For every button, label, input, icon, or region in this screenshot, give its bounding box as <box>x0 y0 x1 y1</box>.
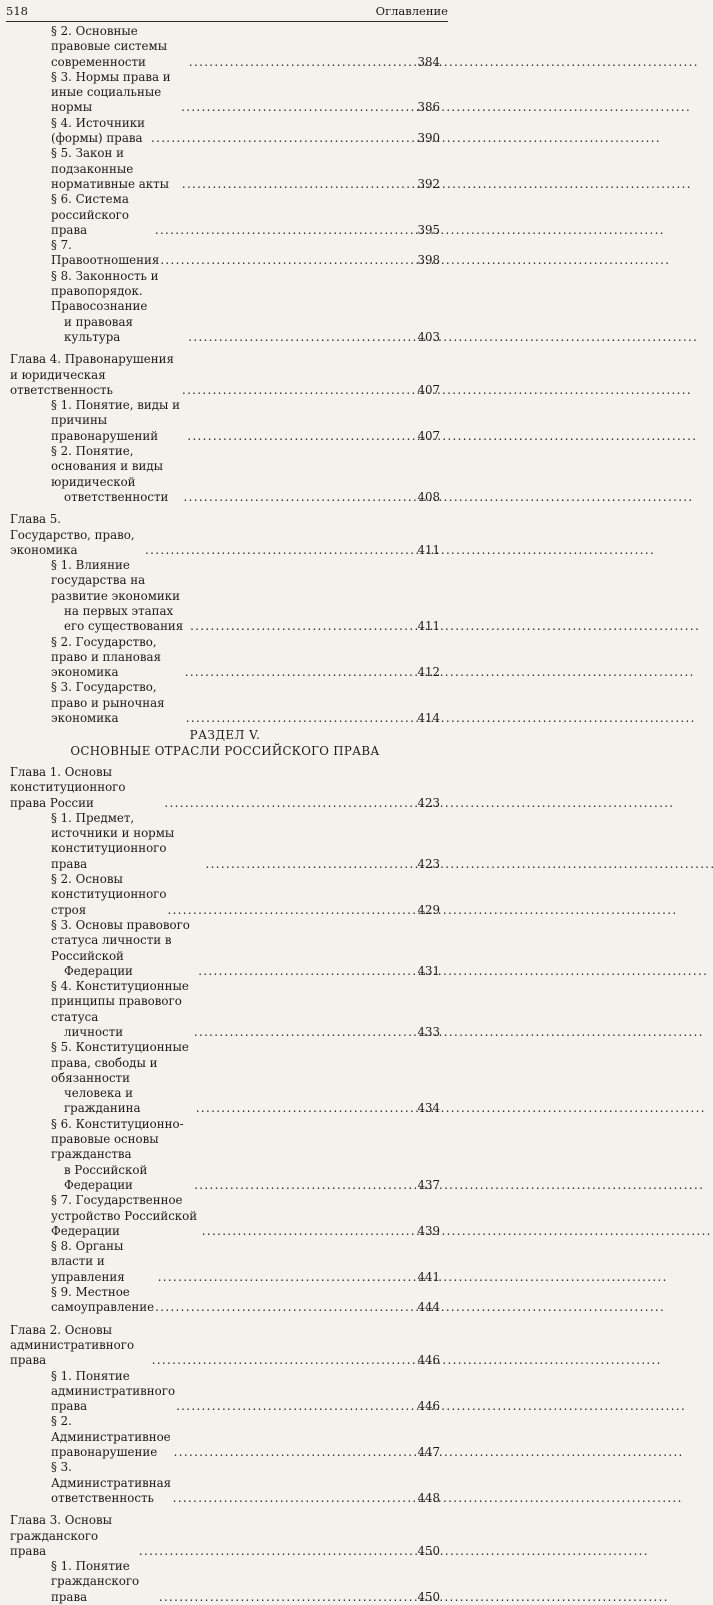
toc-entry-title: § 5. Конституционные права, свободы и обязанности <box>51 1040 189 1085</box>
toc-section-entry[interactable] <box>10 872 440 918</box>
toc-entry-title: ответственности <box>64 489 169 504</box>
toc-entry-title: в Российской Федерации <box>64 1162 148 1192</box>
toc-entry-title: Глава 5. Государство, право, экономика <box>10 512 135 557</box>
toc-page-number: 434 <box>417 1101 440 1116</box>
toc-entry-title: § 4. Конституционные принципы правового статуса <box>51 979 189 1024</box>
toc-entry-title: § 3. Основы правового статуса личности в Российской <box>51 917 190 963</box>
toc-entry-title: § 1. Понятие административного права <box>51 1368 176 1414</box>
toc-entry-title: § 7. Государственное устройство Российской Федерации <box>51 1193 198 1238</box>
dot-leader <box>151 131 416 146</box>
dot-leader <box>176 1399 416 1414</box>
toc-entry-title: § 2. Основные правовые системы современности <box>51 24 168 69</box>
part-title: ОСНОВНЫЕ ОТРАСЛИ РОССИЙСКОГО ПРАВА <box>70 743 380 758</box>
part-number: РАЗДЕЛ V. <box>189 728 261 743</box>
dot-leader <box>158 1270 417 1285</box>
toc-entry-title: § 1. Влияние государства на развитие экономики <box>51 558 180 603</box>
toc-entry-title: § 8. Законность и правопорядок. Правосознание <box>51 268 159 314</box>
toc-page-number: 431 <box>417 963 440 978</box>
dot-leader <box>206 857 417 872</box>
dot-leader <box>155 223 417 238</box>
toc-section-entry[interactable] <box>10 680 440 726</box>
dot-leader <box>188 330 416 345</box>
toc-section-entry[interactable] <box>10 1559 440 1605</box>
toc-page-number: 384 <box>417 54 440 69</box>
toc-page-number: 407 <box>417 428 440 443</box>
toc-entry-title: § 3. Государство, право и рыночная экономика <box>51 680 165 726</box>
dot-leader <box>194 1025 417 1040</box>
toc-entry-title: § 2. Понятие, основания и виды юридической <box>51 444 164 489</box>
toc-page-number: 446 <box>417 1399 440 1414</box>
toc-entry-title: § 9. Местное самоуправление <box>51 1285 155 1315</box>
toc-entry-title: Глава 3. Основы гражданского права <box>10 1513 113 1558</box>
toc-section-entry[interactable] <box>10 1460 440 1506</box>
toc-entry-title: § 2. Государство, право и плановая экономика <box>51 634 162 680</box>
toc-entry-title: § 6. Система российского права <box>51 192 129 237</box>
toc-entry-title: § 8. Органы власти и управления <box>51 1239 125 1284</box>
toc-section-entry[interactable] <box>10 811 440 872</box>
toc-page-number: 412 <box>417 665 440 680</box>
dot-leader <box>202 1224 417 1239</box>
toc-page-number: 386 <box>417 100 440 115</box>
toc-section-entry[interactable] <box>10 1040 440 1116</box>
toc-page-number: 403 <box>417 329 440 344</box>
part-heading <box>10 728 440 759</box>
toc-section-entry[interactable] <box>10 444 440 505</box>
dot-leader <box>145 543 416 558</box>
toc-section-entry[interactable] <box>10 24 440 70</box>
toc-entry-title: § 7. Правоотношения <box>51 238 160 268</box>
toc-section-entry[interactable] <box>10 146 440 192</box>
toc-section-entry[interactable] <box>10 1414 440 1460</box>
dot-leader <box>190 619 416 634</box>
toc-page-number: 408 <box>417 489 440 504</box>
page-header <box>6 3 448 22</box>
toc-section-entry[interactable] <box>10 1193 440 1239</box>
toc-section-entry[interactable] <box>10 1285 440 1316</box>
toc-chapter-entry[interactable] <box>10 352 440 398</box>
toc-section-entry[interactable] <box>10 1369 440 1415</box>
dot-leader <box>189 55 417 70</box>
toc-page-number: 411 <box>417 542 440 557</box>
toc-entry-title: Глава 2. Основы административного права <box>10 1322 135 1368</box>
toc-page-number: 450 <box>417 1543 440 1558</box>
dot-leader <box>159 1590 417 1605</box>
toc-page-number: 437 <box>417 1177 440 1192</box>
toc-entry-title: § 2. Основы конституционного строя <box>51 872 167 917</box>
dot-leader <box>160 253 416 268</box>
toc-chapter-entry[interactable] <box>10 1323 440 1369</box>
toc-page-number: 441 <box>417 1269 440 1284</box>
toc-entry-title: Федерации <box>64 963 133 978</box>
toc-chapter-entry[interactable] <box>10 765 440 811</box>
dot-leader <box>196 1101 417 1116</box>
toc-entry-title: § 1. Понятие гражданского права <box>51 1559 140 1604</box>
toc-section-entry[interactable] <box>10 70 440 116</box>
dot-leader <box>194 1178 416 1193</box>
toc-page-number: 392 <box>417 176 440 191</box>
toc-section-entry[interactable] <box>10 238 440 269</box>
toc-section-entry[interactable] <box>10 1239 440 1285</box>
toc-page-number: 450 <box>417 1589 440 1604</box>
toc-page-number: 423 <box>417 856 440 871</box>
toc-page-number: 447 <box>417 1445 440 1460</box>
toc-section-entry[interactable] <box>10 116 440 147</box>
toc-page-number: 433 <box>417 1025 440 1039</box>
toc-page-number: 423 <box>417 795 440 810</box>
dot-leader <box>184 490 417 505</box>
toc-entry-title: § 6. Конституционно-правовые основы гражданства <box>51 1116 184 1162</box>
dot-leader <box>155 1300 416 1315</box>
toc-entry-title: § 1. Понятие, виды и причины правонарушений <box>51 398 180 443</box>
toc-section-entry[interactable] <box>10 269 440 345</box>
dot-leader <box>182 383 417 398</box>
toc-page-number: 390 <box>417 131 440 146</box>
toc-entry-title: человека и гражданина <box>64 1086 141 1116</box>
toc-page-number: 444 <box>417 1300 440 1315</box>
toc-page-number: 398 <box>417 253 440 268</box>
toc-chapter-entry[interactable] <box>10 1513 440 1559</box>
toc-section-entry[interactable] <box>10 192 440 238</box>
toc-page-number: 429 <box>417 902 440 917</box>
toc-section-entry[interactable] <box>10 979 440 1040</box>
toc-page-number: 414 <box>417 711 440 726</box>
dot-leader <box>173 1491 417 1506</box>
toc-section-entry[interactable] <box>10 398 440 444</box>
toc-entry-title: и правовая культура <box>64 314 133 344</box>
toc-entry-title: § 3. Нормы права и иные социальные нормы <box>51 69 171 115</box>
toc-section-entry[interactable] <box>10 558 440 634</box>
dot-leader <box>182 177 417 192</box>
table-of-contents <box>10 24 440 1605</box>
toc-chapter-entry[interactable] <box>10 512 440 558</box>
dot-leader <box>139 1544 417 1559</box>
toc-entry-title: § 2. Административное правонарушение <box>51 1414 171 1460</box>
toc-page-number: 407 <box>417 382 440 397</box>
toc-page-number: 395 <box>417 222 440 237</box>
toc-entry-title: § 1. Предмет, источники и нормы конституционного права <box>51 810 175 871</box>
toc-section-entry[interactable] <box>10 918 440 979</box>
dot-leader <box>164 796 416 811</box>
dot-leader <box>174 1445 417 1460</box>
dot-leader <box>198 964 416 979</box>
running-title: Оглавление <box>375 4 448 18</box>
toc-entry-title: Глава 1. Основы конституционного права России <box>10 764 126 810</box>
dot-leader <box>186 711 417 726</box>
page-number: 518 <box>6 4 28 18</box>
dot-leader <box>181 100 416 115</box>
toc-page-number: 411 <box>417 619 440 634</box>
toc-entry-title: § 3. Административная ответственность <box>51 1460 172 1505</box>
toc-entry-title: § 5. Закон и подзаконные нормативные акты <box>51 146 170 191</box>
dot-leader <box>167 903 416 918</box>
toc-page-number: 446 <box>417 1353 440 1368</box>
toc-entry-title: на первых этапах его существования <box>64 603 184 634</box>
toc-entry-title: § 4. Источники (формы) права <box>51 115 145 146</box>
dot-leader <box>185 665 417 680</box>
toc-section-entry[interactable] <box>10 635 440 681</box>
toc-entry-title: Глава 4. Правонарушения и юридическая ответственность <box>10 352 174 397</box>
dot-leader <box>187 429 416 444</box>
toc-page-number: 439 <box>417 1223 440 1238</box>
toc-page-number: 448 <box>417 1490 440 1505</box>
toc-section-entry[interactable] <box>10 1117 440 1193</box>
dot-leader <box>152 1353 417 1368</box>
toc-entry-title: личности <box>64 1025 124 1039</box>
